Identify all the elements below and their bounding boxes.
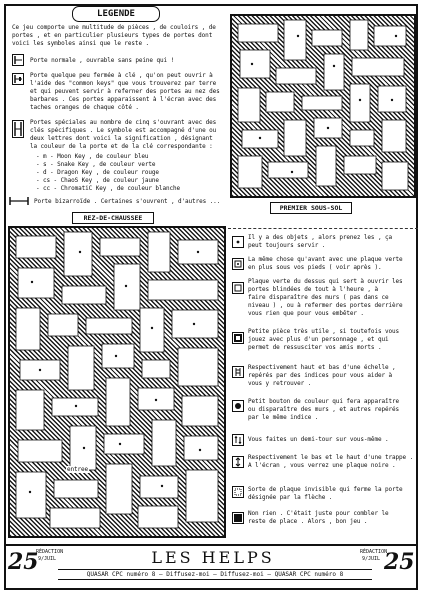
colour-button-icon: [232, 400, 244, 412]
special-door-line-4: la couleur de la porte et de la clé correspondante :: [30, 143, 213, 150]
door-normal-icon: [12, 54, 24, 66]
key-moon: - m - Moon Key , de couleur bleu: [36, 153, 149, 160]
key-snake: - s - Snake Key , de couleur verte: [36, 161, 156, 168]
item-trapdoor-2: A l'écran , vous verrez une plaque noire .: [248, 462, 396, 469]
item-resurrection-1: Petite pièce très utile , si toutefois vous: [248, 328, 400, 335]
footer-left-small-1: RÉDACTION: [36, 549, 64, 555]
locked-door-line-5: taches oranges de chaque côté .: [30, 104, 139, 111]
strange-door-text: Porte bizarroïde . Certaines s'ouvrent , d'autres ...: [34, 198, 221, 205]
item-trapdoor-1: Respectivement le bas et le haut d'une trappe .: [248, 454, 414, 461]
locked-door-line-3: et qui peuvent servir à referner des portes au nez des: [30, 88, 220, 95]
item-object-plate-2: en plus sous vos pieds ( voir après ).: [248, 264, 382, 271]
item-green-plate-2: portes blindées de tout à l'heure , à: [248, 286, 378, 293]
ground-floor-map-label: REZ-DE-CHAUSSEE: [72, 212, 154, 224]
item-resurrection-3: permet de ressusciter vos amis morts .: [248, 344, 382, 351]
intro-line-3: voici les symboles ainsi que le reste .: [12, 40, 149, 47]
footer-right-small-1: RÉDACTION: [360, 549, 388, 555]
ground-floor-map: [8, 226, 226, 538]
basement-map: [230, 14, 416, 198]
key-chromatic: - cc - ChromatiC Key , de couleur blanche: [36, 185, 181, 192]
trapdoor-icon: [232, 456, 244, 468]
intro-line-2: portes , et en particulier plusieurs types de portes dont: [12, 32, 213, 39]
locked-door-line-4: barbares . Ces portes apparaissent à l'écran avec des: [30, 96, 217, 103]
special-door-line-2: clés spécifiques . Le symbole est accompagné d'une ou: [30, 127, 217, 134]
filler-icon: [232, 512, 244, 524]
legend-title: LEGENDE: [72, 6, 160, 22]
basement-maze-walls: [232, 16, 414, 196]
resurrection-room-icon: [232, 332, 244, 344]
item-filler-2: reste de place . Alors , bon jeu .: [248, 518, 368, 525]
key-chaos: - cs - ChaoS Key , de couleur jaune: [36, 177, 159, 184]
item-button-2: ou disparaître des murs , et autres repérés: [248, 406, 400, 413]
item-invisible-plate-2: désignée par la flèche .: [248, 494, 333, 501]
ladder-icon: [232, 366, 244, 378]
invisible-plate-icon: [232, 486, 244, 498]
item-ladder-3: vous y retrouver .: [248, 380, 312, 387]
right-legend-top-rule: [228, 228, 418, 230]
footer-band: QUASAR CPC numéro 8 — Diffusez-moi — Diffusez-moi — QUASAR CPC numéro 8: [58, 569, 372, 580]
item-ladder-2: repérés par des indices pour vous aider à: [248, 372, 393, 379]
key-dragon: - d - Dragon Key , de couleur rouge: [36, 169, 159, 176]
special-door-line-1: Portes spéciales au nombre de cinq s'ouvrant avec des: [30, 119, 217, 126]
intro-line-1: Ce jeu comporte une multitude de pièces , de couloirs , de: [12, 24, 216, 31]
item-resurrection-2: jouez avec plus d'un personnage , et qui: [248, 336, 389, 343]
normal-door-text: Porte normale , ouvrable sans peine qui !: [30, 57, 175, 64]
locked-door-line-2: l'aide des "common keys" que vous trouverez par terre: [30, 80, 217, 87]
item-green-plate-5: vous rien que pour vous embêter .: [248, 310, 364, 317]
footer-right-small-2: 9/JUIL: [362, 556, 381, 562]
green-plate-icon: [232, 282, 244, 294]
item-green-plate-1: Plaque verte du dessus qui sert à ouvrir les: [248, 278, 403, 285]
object-plate-icon: [232, 258, 244, 270]
page-number-left: 25: [8, 549, 39, 575]
item-objects-1: Il y a des objets , alors prenez les , ça: [248, 234, 393, 241]
item-filler-1: Non rien . C'était juste pour combler le: [248, 510, 389, 517]
item-ladder-1: Respectivement haut et bas d'une échelle ,: [248, 364, 396, 371]
door-special-icon: [12, 120, 24, 138]
footer-left-small-2: 9/JUIL: [38, 556, 57, 562]
turn-around-icon: [232, 434, 244, 446]
item-button-3: par le même indice .: [248, 414, 319, 421]
basement-map-label: PREMIER SOUS-SOL: [270, 202, 352, 214]
door-locked-icon: [12, 73, 24, 85]
entry-label: entree: [67, 466, 89, 473]
object-icon: [232, 236, 244, 248]
item-green-plate-3: faire disparaître des murs ( pas dans ce: [248, 294, 389, 301]
item-turn-around: Vous faites un demi-tour sur vous-même .: [248, 436, 389, 443]
door-strange-icon: [8, 196, 30, 206]
page-number-right: 25: [384, 549, 415, 575]
locked-door-line-1: Porte quelque peu fermée à clé , qu'on peut ouvrir à: [30, 72, 213, 79]
special-door-line-3: deux lettres dont voici la signification , désignant: [30, 135, 213, 142]
section-title: LES HELPS: [151, 548, 275, 567]
ground-floor-maze-walls: [10, 228, 224, 536]
item-button-1: Petit bouton de couleur qui fera apparaître: [248, 398, 400, 405]
item-green-plate-4: niveau ) , ou à refermer des portes derrière: [248, 302, 403, 309]
item-invisible-plate-1: Sorte de plaque invisible qui ferme la porte: [248, 486, 403, 493]
item-object-plate-1: La même chose qu'avant avec une plaque verte: [248, 256, 403, 263]
item-objects-2: peut toujours servir .: [248, 242, 326, 249]
